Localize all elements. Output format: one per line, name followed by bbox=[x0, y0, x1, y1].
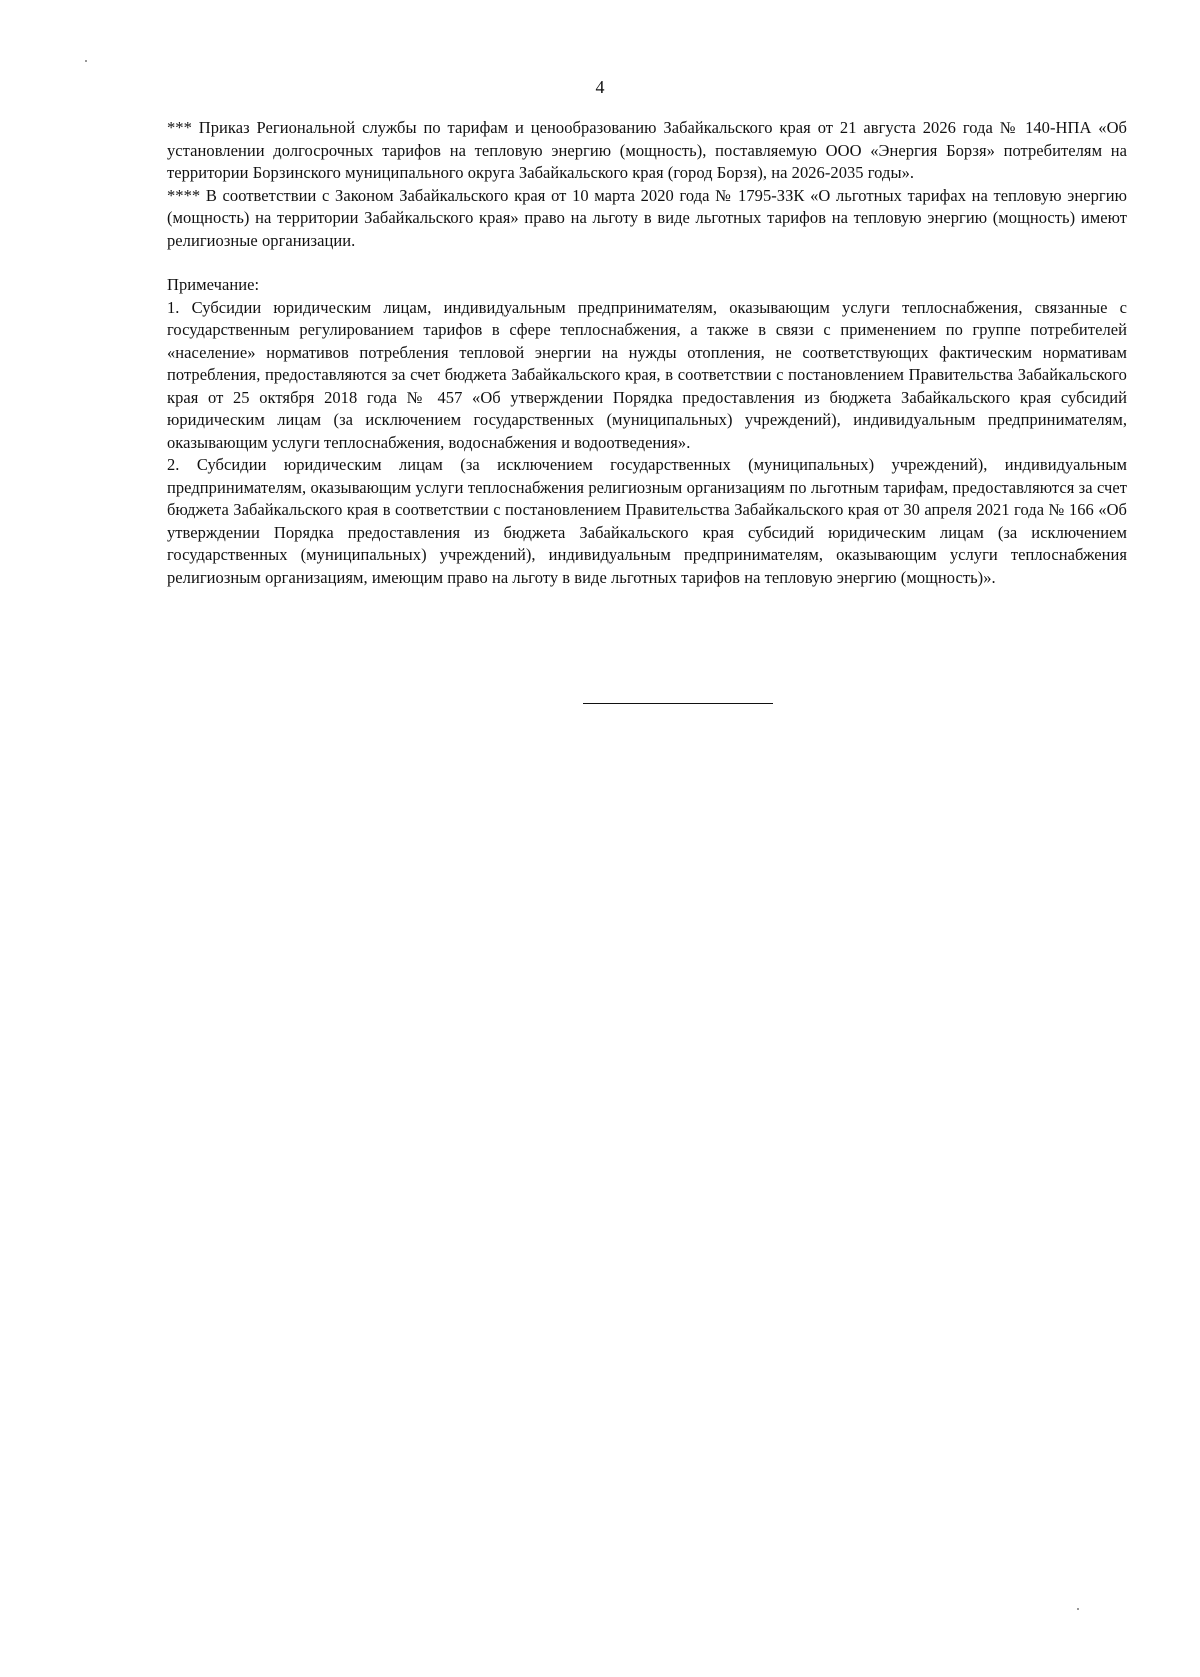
note-section bbox=[167, 274, 1127, 589]
end-divider-line bbox=[583, 703, 773, 704]
footnotes bbox=[167, 117, 1127, 252]
note-title: Примечание: bbox=[167, 275, 260, 294]
scan-speck bbox=[1077, 1608, 1079, 1610]
scan-speck bbox=[85, 60, 87, 62]
note-item-2: 2. Субсидии юридическим лицам (за исключением государственных (муниципальных) учреждений), индивидуальным предпринимателям, оказывающим услуги теплоснабжения религиозным организациям по льготным тарифам, предоставляются за счет бюджета Забайкальского края в соответствии с постановлением Правительства Забайкальского края от 30 апреля 2021 года № 166 «Об утверждении Порядка предоставления из бюджета Забайкальского края субсидий юридическим лицам (за исключением государственных (муниципальных) учреждений), индивидуальным предпринимателям, оказывающим услуги теплоснабжения религиозным организациям, имеющим право на льготу в виде льготных тарифов на тепловую энергию (мощность)». bbox=[167, 455, 1127, 587]
note-item-1: 1. Субсидии юридическим лицам, индивидуальным предпринимателям, оказывающим услуги теплоснабжения, связанные с государственным регулированием тарифов в сфере теплоснабжения, а также в связи с применением по группе потребителей «население» нормативов потребления тепловой энергии на нужды отопления, не соответствующих фактическим нормативам потребления, предоставляются за счет бюджета Забайкальского края, в соответствии с постановлением Правительства Забайкальского края от 25 октября 2018 года № 457 «Об утверждении Порядка предоставления из бюджета Забайкальского края субсидий юридическим лицам (за исключением государственных (муниципальных) учреждений), индивидуальным предпринимателям, оказывающим услуги теплоснабжения, водоснабжения и водоотведения». bbox=[167, 297, 1127, 452]
footnote-triple-asterisk: *** Приказ Региональной службы по тарифам и ценообразованию Забайкальского края от 21 августа 2026 года № 140-НПА «Об установлении долгосрочных тарифов на тепловую энергию (мощность), поставляемую ООО «Энергия Борзя» потребителям на территории Борзинского муниципального округа Забайкальского края (город Борзя), на 2026-2035 годы». bbox=[167, 118, 1127, 182]
document-body bbox=[167, 117, 1127, 589]
page-number: 4 bbox=[595, 77, 605, 97]
footnote-quadruple-asterisk: **** В соответствии с Законом Забайкальского края от 10 марта 2020 года № 1795-ЗЗК «О льготных тарифах на тепловую энергию (мощность) на территории Забайкальского края» право на льготу в виде льготных тарифов на тепловую энергию (мощность) имеют религиозные организации. bbox=[167, 185, 1127, 250]
